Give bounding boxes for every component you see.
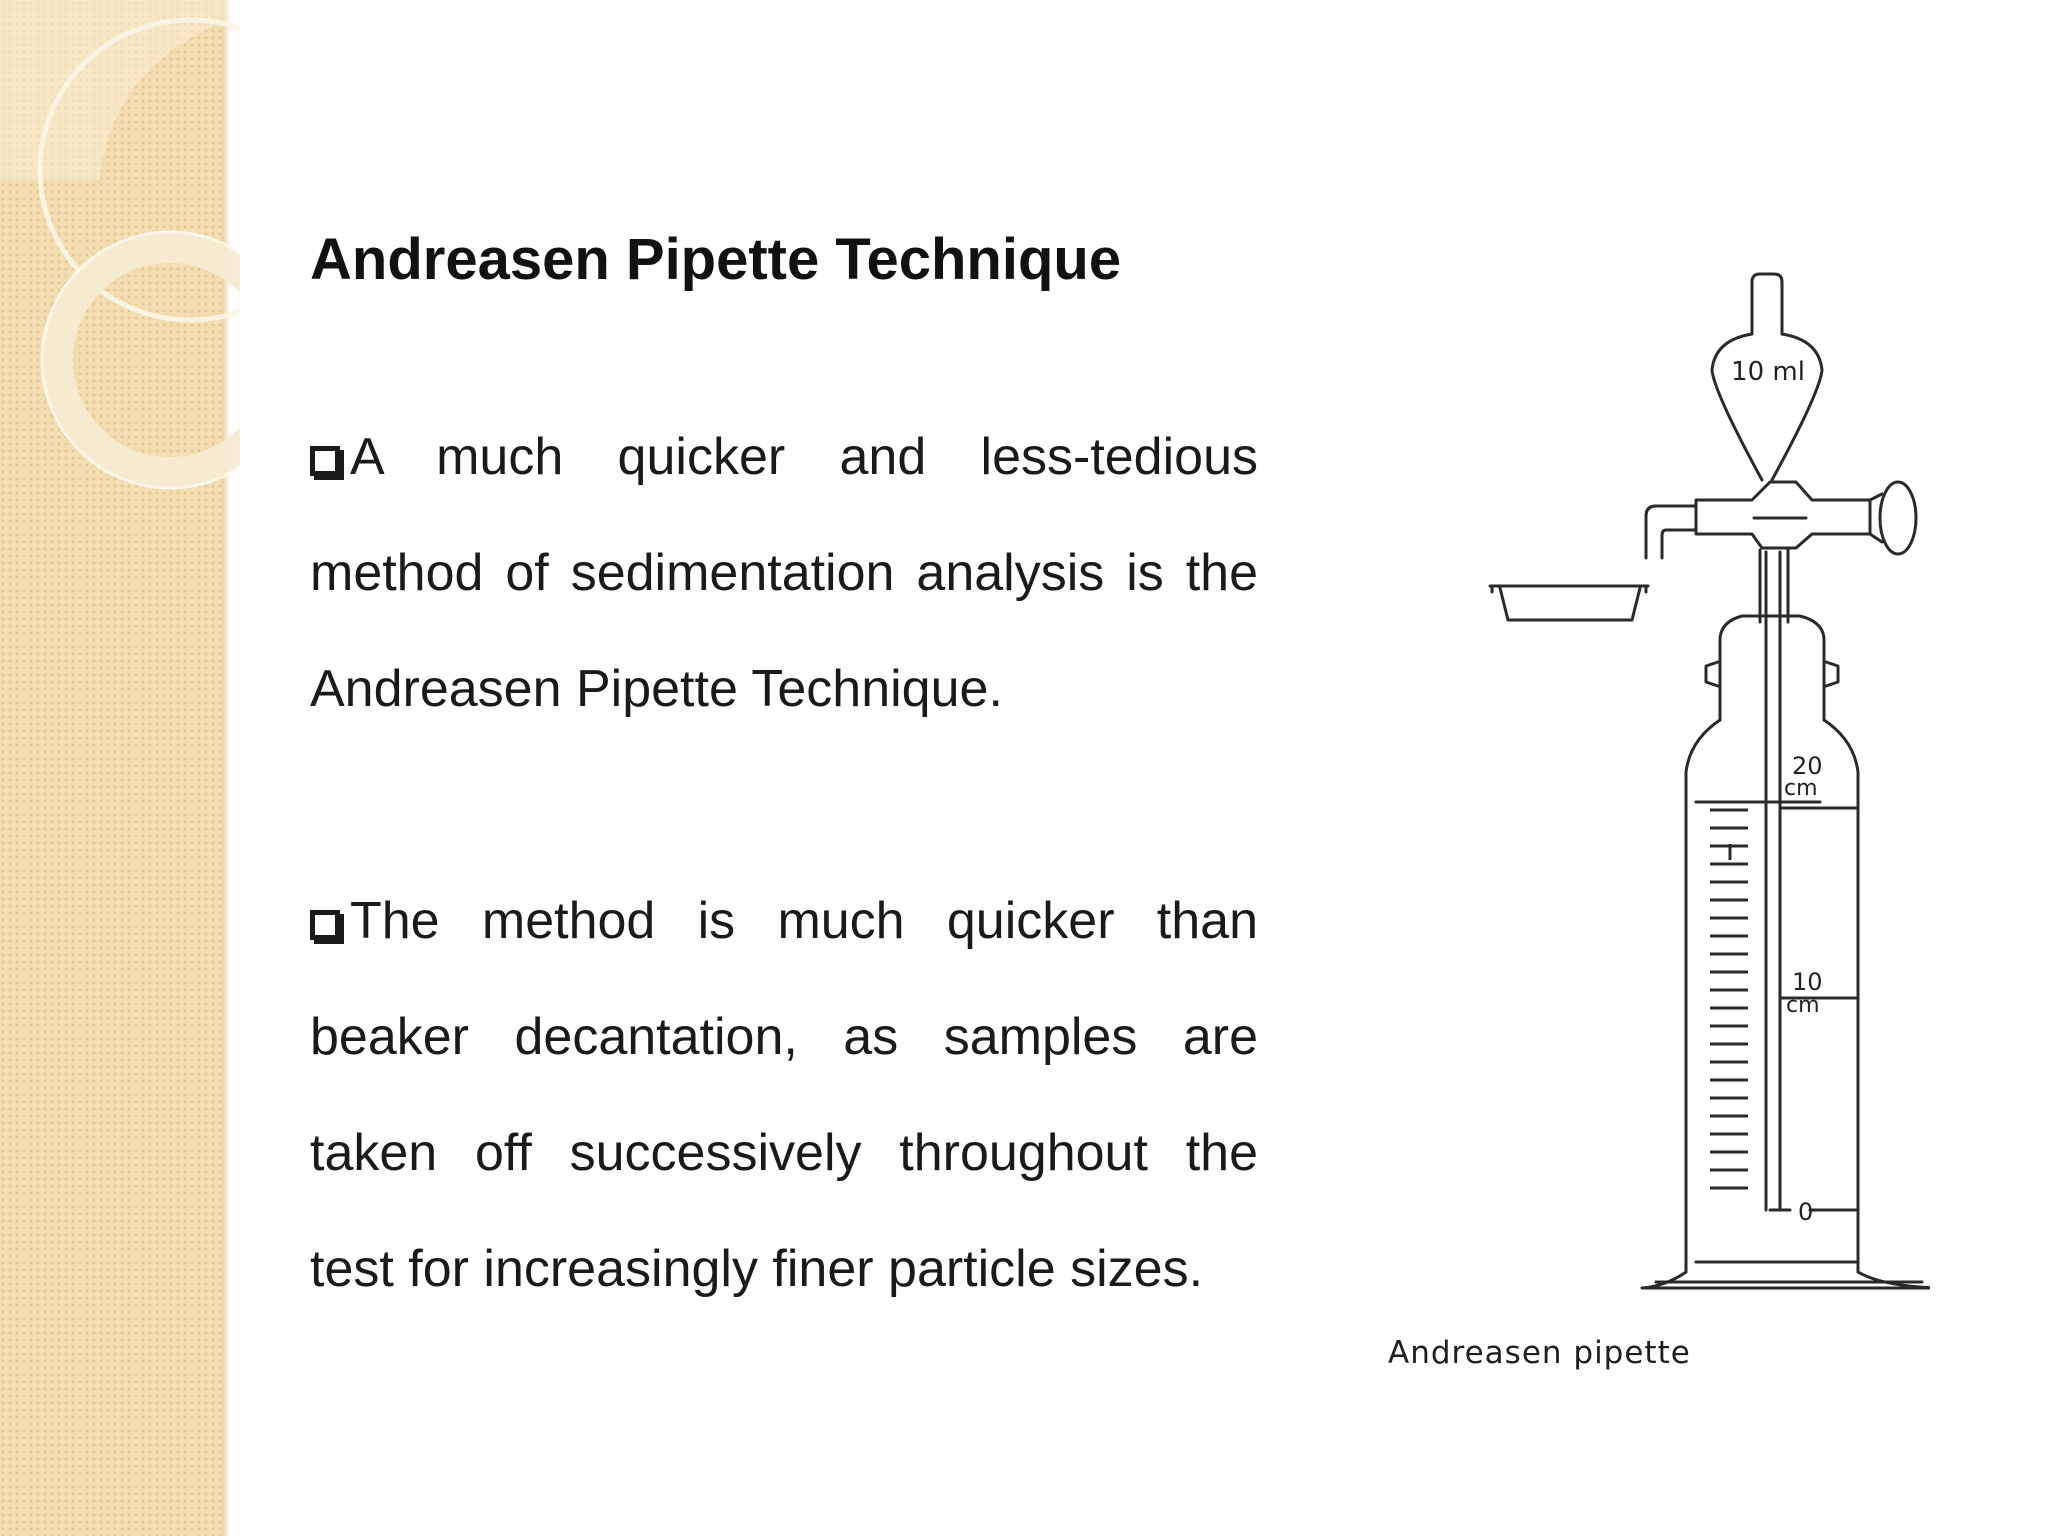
andreasen-pipette-diagram <box>1470 262 1930 1302</box>
decorative-rings-icon <box>0 0 240 520</box>
bulb-volume-label: 10 ml <box>1731 357 1805 387</box>
bullet-text: A much quicker and less-tedious method of sedimentation analysis is the Andreasen Pipette Technique. <box>310 428 1258 718</box>
mark-20-value: 20 <box>1792 752 1823 780</box>
hollow-square-bullet-icon <box>310 446 340 476</box>
bullet-text: The method is much quicker than beaker decantation, as samples are taken off successively throughout the test for increasingly finer particle sizes. <box>310 892 1258 1298</box>
mark-10-value: 10 <box>1792 968 1823 996</box>
mark-10-unit: cm <box>1786 993 1820 1018</box>
bullet-item <box>310 399 1258 747</box>
hollow-square-bullet-icon <box>310 910 340 940</box>
mark-20-unit: cm <box>1784 776 1818 801</box>
mark-zero-label: 0 <box>1798 1198 1814 1226</box>
slide-title: Andreasen Pipette Technique <box>310 227 1122 292</box>
figure-caption: Andreasen pipette <box>1388 1335 1691 1371</box>
bullet-item <box>310 863 1258 1327</box>
